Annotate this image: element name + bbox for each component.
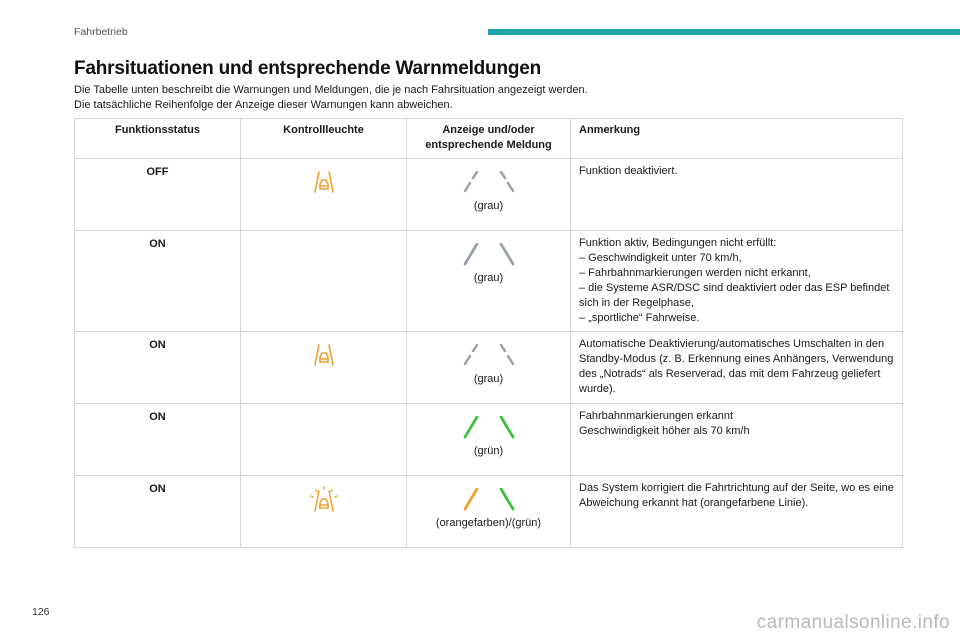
lamp-cell [241, 231, 407, 332]
display-cell [407, 231, 571, 332]
lane-warning-car-icon [311, 342, 337, 368]
header-status: Funktionsstatus [75, 119, 241, 159]
note-line: sich in der Regelphase, [579, 297, 694, 309]
note-line: Automatische Deaktivierung/automatisches Umschalten in den [579, 338, 885, 350]
display-caption: (orangefarben)/(grün) [435, 517, 542, 529]
page-title: Fahrsituationen und entsprechende Warnmeldungen [74, 58, 542, 79]
header-display [407, 119, 571, 159]
display-caption: (grün) [473, 445, 504, 457]
note-line: wurde). [579, 383, 616, 395]
lane-warning-car-icon [311, 169, 337, 195]
warning-table [74, 118, 903, 548]
note-line: Abweichung erkannt hat (orangefarbene Linie). [579, 497, 809, 509]
section-header: Fahrbetrieb [74, 26, 128, 38]
header-display-line-2: entsprechende Meldung [425, 139, 552, 151]
header-accent-bar [488, 29, 960, 35]
lamp-cell [241, 404, 407, 476]
note-line: – „sportliche“ Fahrweise. [579, 312, 700, 324]
note-cell [571, 476, 903, 548]
lamp-cell [241, 332, 407, 404]
status-cell: ON [75, 231, 241, 332]
display-cell [407, 404, 571, 476]
table-row [75, 159, 903, 231]
status-cell: ON [75, 404, 241, 476]
lane-lines-dashed-icon [459, 171, 519, 195]
display-cell [407, 332, 571, 404]
lane-lines-orange-green-icon [459, 488, 519, 512]
page-number: 126 [32, 606, 50, 618]
header-note: Anmerkung [571, 119, 903, 159]
status-cell: ON [75, 476, 241, 548]
table-row [75, 476, 903, 548]
note-line: Geschwindigkeit höher als 70 km/h [579, 425, 750, 437]
note-line: – Geschwindigkeit unter 70 km/h, [579, 252, 742, 264]
table-row [75, 332, 903, 404]
note-line: Funktion deaktiviert. [579, 165, 678, 177]
header-display-line-1: Anzeige und/oder [442, 124, 535, 136]
intro-line-1: Die Tabelle unten beschreibt die Warnungen und Meldungen, die je nach Fahrsituation angezeigt werden. [74, 84, 588, 96]
lamp-cell [241, 159, 407, 231]
note-line: des „Notrads“ als Reserverad, das mit dem Fahrzeug geliefert [579, 368, 881, 380]
note-line: Funktion aktiv, Bedingungen nicht erfüllt: [579, 237, 777, 249]
display-caption: (grau) [473, 200, 504, 212]
note-line: – Fahrbahnmarkierungen werden nicht erkannt, [579, 267, 811, 279]
table-row [75, 231, 903, 332]
intro-line-2: Die tatsächliche Reihenfolge der Anzeige dieser Warnungen kann abweichen. [74, 99, 453, 111]
display-caption: (grau) [473, 373, 504, 385]
watermark: carmanualsonline.info [756, 612, 950, 633]
note-line: Fahrbahnmarkierungen erkannt [579, 410, 734, 422]
note-line: Das System korrigiert die Fahrtrichtung auf der Seite, wo es eine [579, 482, 894, 494]
note-cell [571, 404, 903, 476]
note-cell [571, 159, 903, 231]
display-cell [407, 476, 571, 548]
status-cell: ON [75, 332, 241, 404]
lane-warning-car-blinking-icon [309, 486, 339, 514]
display-cell [407, 159, 571, 231]
note-cell [571, 332, 903, 404]
intro-text [74, 83, 588, 113]
header-lamp: Kontrollleuchte [241, 119, 407, 159]
lamp-cell [241, 476, 407, 548]
table-row [75, 404, 903, 476]
note-cell [571, 231, 903, 332]
lane-lines-solid-icon [459, 243, 519, 267]
table-header-row [75, 119, 903, 159]
status-cell: OFF [75, 159, 241, 231]
display-caption: (grau) [473, 272, 504, 284]
note-line: Standby-Modus (z. B. Erkennung eines Anhängers, Verwendung [579, 353, 894, 365]
note-line: – die Systeme ASR/DSC sind deaktiviert oder das ESP befindet [579, 282, 890, 294]
lane-lines-dashed-icon [459, 344, 519, 368]
lane-lines-green-icon [459, 416, 519, 440]
